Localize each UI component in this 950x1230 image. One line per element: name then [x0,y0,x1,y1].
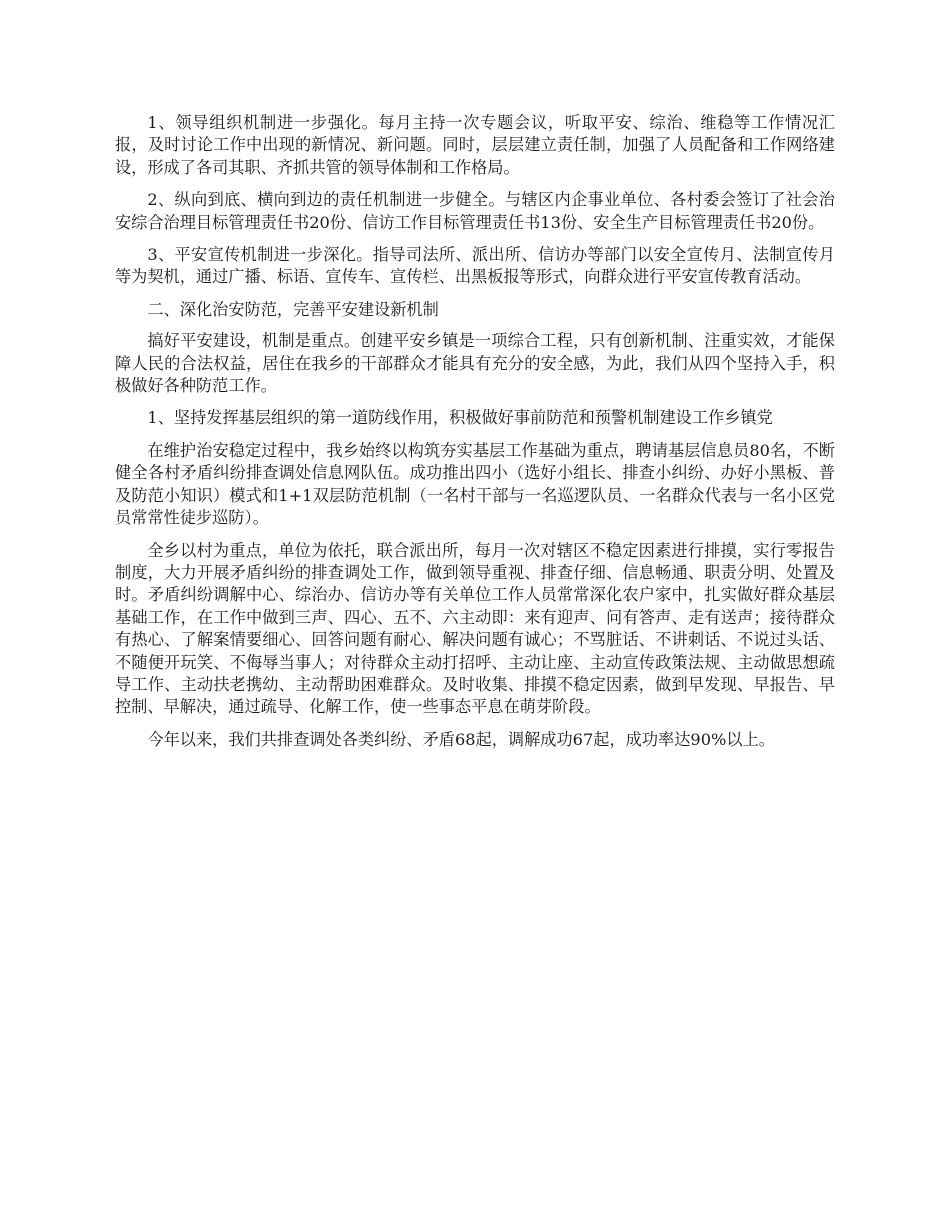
paragraph-grassroots-defense: 1、坚持发挥基层组织的第一道防线作用，积极做好事前防范和预警机制建设工作乡镇党 [147,408,773,428]
paragraph-safety-construction: 搞好平安建设，机制是重点。创建平安乡镇是一项综合工程，只有创新机制、注重实效，才能保障人民的合法权益，居住在我乡的干部群众才能具有充分的安全感，为此，我们从四个坚持入手，积极做好各种防范工作。 [115,331,835,396]
document-body [115,112,835,761]
paragraph-publicity-mechanism: 3、平安宣传机制进一步深化。指导司法所、派出所、信访办等部门以安全宣传月、法制宣传月等为契机，通过广播、标语、宣传车、宣传栏、出黑板报等形式，向群众进行平安宣传教育活动。 [115,245,835,287]
paragraph-leadership-mechanism: 1、领导组织机制进一步强化。每月主持一次专题会议，听取平安、综治、维稳等工作情况汇报，及时讨论工作中出现的新情况、新问题。同时，层层建立责任制，加强了人员配备和工作网络建设，形成了各司其职、齐抓共管的领导体制和工作格局。 [115,113,835,177]
paragraph-information-network: 在维护治安稳定过程中，我乡始终以构筑夯实基层工作基础为重点，聘请基层信息员80名，不断健全各村矛盾纠纷排查调处信息网队伍。成功推出四小（选好小组长、排查小纠纷、办好小黑板、普及防范小知识）模式和1+1双层防范机制（一名村干部与一名巡逻队员、一名群众代表与一名小区党员常常性徒步巡防）。 [115,440,835,528]
section-heading-security-prevention: 二、深化治安防范，完善平安建设新机制 [147,299,439,319]
paragraph-responsibility-mechanism: 2、纵向到底、横向到边的责任机制进一步健全。与辖区内企事业单位、各村委会签订了社会治安综合治理目标管理责任书20份、信访工作目标管理责任书13份、安全生产目标管理责任书20份。 [115,190,835,232]
paragraph-dispute-screening: 全乡以村为重点，单位为依托，联合派出所，每月一次对辖区不稳定因素进行排摸，实行零报告制度，大力开展矛盾纠纷的排查调处工作，做到领导重视、排查仔细、信息畅通、职责分明、处置及时。矛盾纠纷调解中心、综治办、信访办等有关单位工作人员常常深化农户家中，扎实做好群众基层基础工作，在工作中做到三声、四心、五不、六主动即：来有迎声、问有答声、走有送声；接待群众有热心、了解案情要细心、回答问题有耐心、解决问题有诚心；不骂脏话、不讲刺话、不说过头话、不随便开玩笑、不侮辱当事人；对待群众主动打招呼、主动让座、主动宣传政策法规、主动做思想疏导工作、主动扶老携幼、主动帮助困难群众。及时收集、排摸不稳定因素，做到早发现、早报告、早控制、早解决，通过疏导、化解工作，使一些事态平息在萌芽阶段。 [115,540,835,717]
paragraph-annual-results: 今年以来，我们共排查调处各类纠纷、矛盾68起，调解成功67起，成功率达90%以上。 [147,729,775,749]
